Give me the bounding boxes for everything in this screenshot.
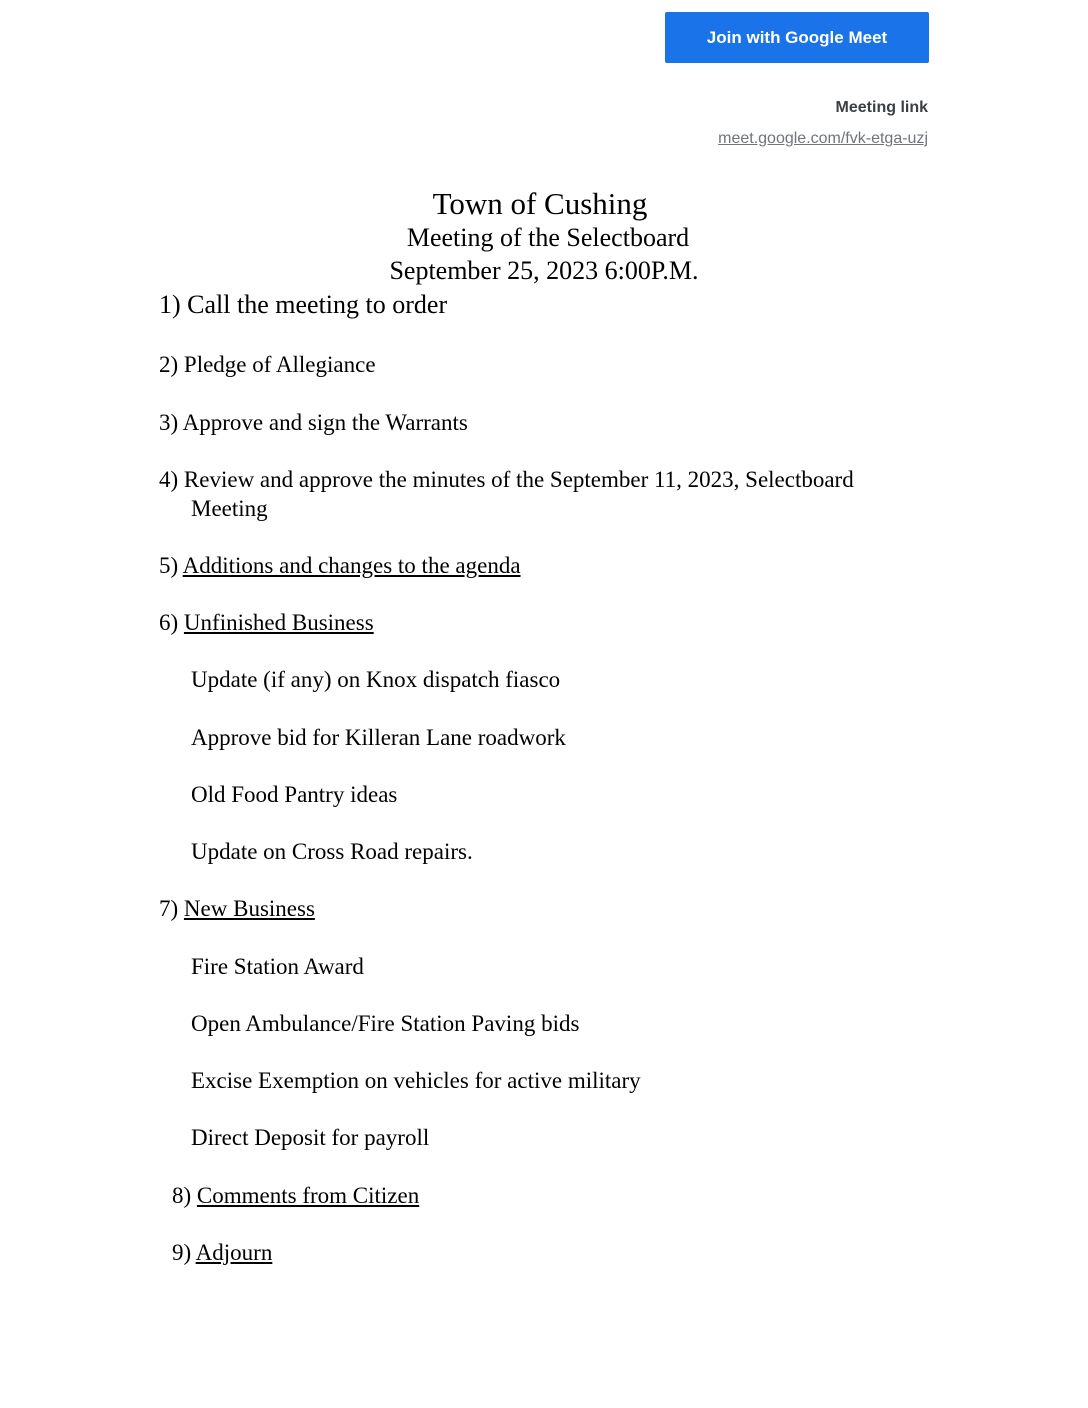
agenda-item-8 <box>172 1181 419 1210</box>
agenda-item-3 <box>159 408 468 437</box>
agenda-item-text: Additions and changes to the agenda <box>182 553 521 578</box>
agenda-item-7 <box>159 894 315 923</box>
agenda-item-number: 3) <box>159 410 179 435</box>
agenda-item-number: 8) <box>172 1183 192 1208</box>
agenda-subitem: Excise Exemption on vehicles for active military <box>191 1068 641 1093</box>
agenda-item-number: 2) <box>159 352 179 377</box>
agenda-item-4 <box>159 465 854 523</box>
meeting-date: September 25, 2023 6:00P.M. <box>389 256 699 285</box>
agenda-item-number: 4) <box>159 467 179 492</box>
agenda-item-text: Review and approve the minutes of the September 11, 2023, Selectboard <box>183 467 854 492</box>
agenda-item-text: Adjourn <box>195 1240 273 1265</box>
agenda-subitem: Update on Cross Road repairs. <box>191 839 473 864</box>
meeting-link-url[interactable]: meet.google.com/fvk-etga-uzj <box>718 130 928 147</box>
join-google-meet-button[interactable]: Join with Google Meet <box>665 12 929 63</box>
agenda-item-text: Pledge of Allegiance <box>183 352 376 377</box>
agenda-item-6 <box>159 608 374 637</box>
page-subtitle: Meeting of the Selectboard <box>406 223 690 252</box>
agenda-item-2 <box>159 350 376 379</box>
agenda-subitem: Fire Station Award <box>191 954 364 979</box>
agenda-item-1 <box>159 290 447 319</box>
agenda-item-number: 6) <box>159 610 179 635</box>
agenda-item-9 <box>172 1238 272 1267</box>
agenda-item-text: Approve and sign the Warrants <box>182 410 468 435</box>
agenda-subitem: Open Ambulance/Fire Station Paving bids <box>191 1011 580 1036</box>
agenda-item-number: 7) <box>159 896 179 921</box>
meeting-link-label: Meeting link <box>835 99 928 116</box>
agenda-item-text: Comments from Citizen <box>196 1183 420 1208</box>
agenda-item-number: 5) <box>159 553 179 578</box>
agenda-subitem: Direct Deposit for payroll <box>191 1125 430 1150</box>
agenda-item-text-continued: Meeting <box>191 496 268 521</box>
agenda-subitem: Approve bid for Killeran Lane roadwork <box>191 725 566 750</box>
agenda-subitem: Old Food Pantry ideas <box>191 782 398 807</box>
agenda-item-text: New Business <box>183 896 315 921</box>
agenda-item-number: 1) <box>159 290 181 319</box>
agenda-item-text: Call the meeting to order <box>187 290 448 319</box>
agenda-item-number: 9) <box>172 1240 192 1265</box>
agenda-subitem: Update (if any) on Knox dispatch fiasco <box>191 667 561 692</box>
agenda-item-text: Unfinished Business <box>183 610 374 635</box>
agenda-item-5 <box>159 551 521 580</box>
page-title: Town of Cushing <box>432 186 648 221</box>
